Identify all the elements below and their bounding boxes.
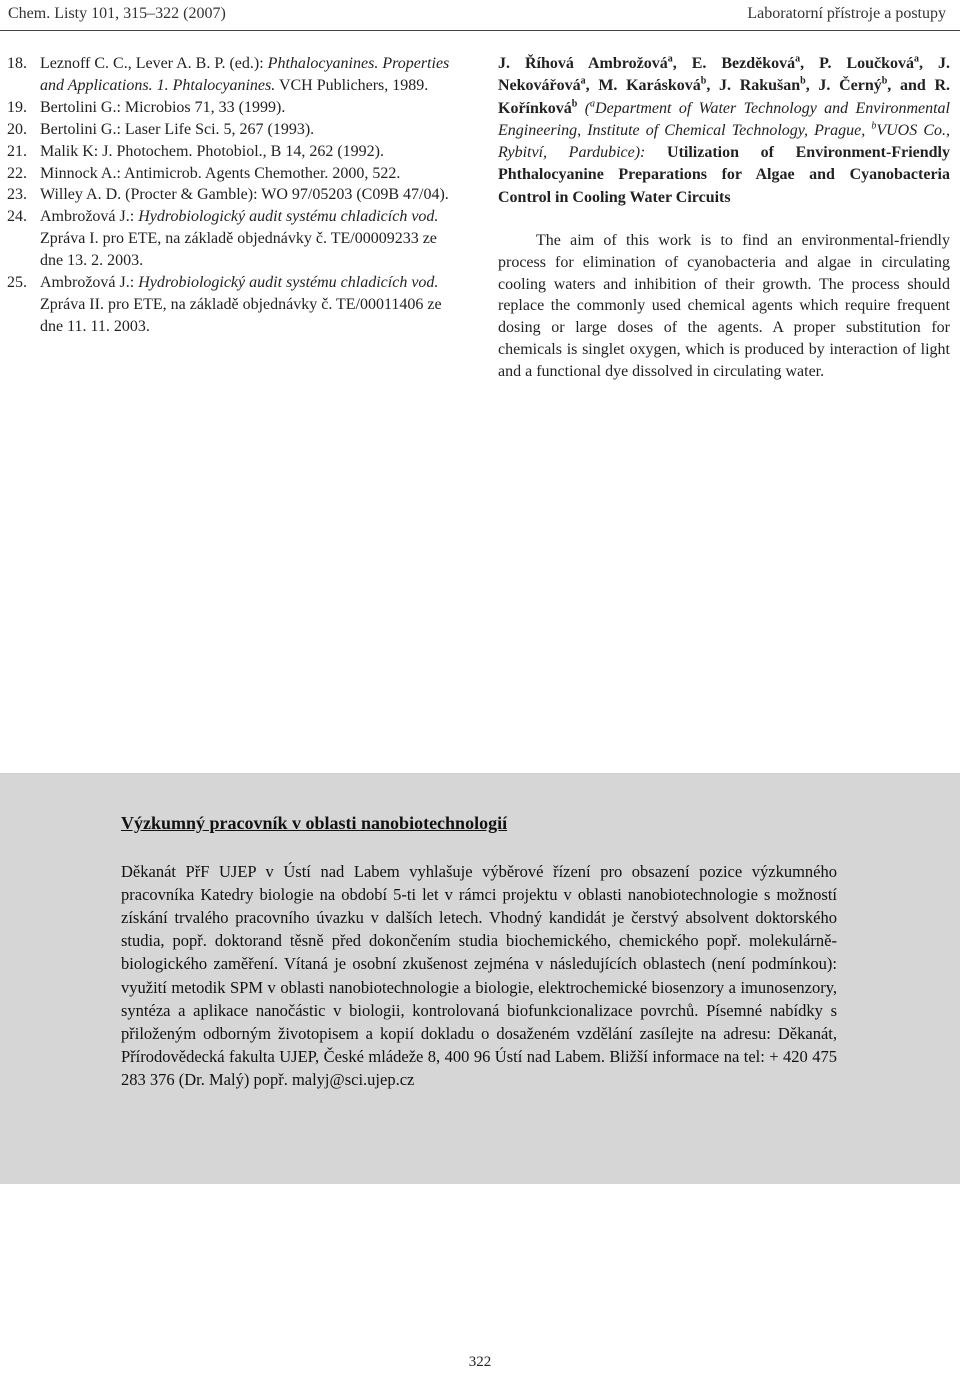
reference-text: Ambrožová J.:	[40, 208, 139, 226]
reference-text: Minnock A.: Antimicrob. Agents Chemother. 2000, 522.	[40, 164, 401, 182]
reference-text: Malik K: J. Photochem. Photobiol., B 14, 262 (1992).	[40, 142, 384, 160]
author-name: P. Loučková$^a$	[819, 53, 920, 72]
reference-text: Bertolini G.: Microbios 71, 33 (1999).	[40, 98, 286, 116]
reference-text: Bertolini G.: Laser Life Sci. 5, 267 (1993).	[40, 120, 315, 138]
announcement-body: Děkanát PřF UJEP v Ústí nad Labem vyhlašuje výběrové řízení pro obsazení pozice výzkumného pracovníka Katedry biologie na období 5-ti let v rámci projektu v oblasti nanobiotechnologie s možností získání trvalého pracovního úvazku v dalších letech. Vhodný kandidát je čerstvý absolvent doktorského studia, popř. doktorand těsně před dokončením studia biochemického, chemického popř. molekulárně-biologického zaměření. Vítaná je osobní zkušenost zejména v následujících oblastech (není podmínkou): využití metodik SPM v oblasti nanobiotechnologie a biologie, elektrochemické biosenzory a imunosenzory, syntéza a aplikace nanočástic v biologii, kontrolovaná biofunkcionalizace povrchů. Písemné nabídky s přiloženým odborným životopisem a kopií dokladu o dosaženém vzdělání zasílejte na adresu: Děkanát, Přírodovědecká fakulta UJEP, České mládeže 8, 400 96 Ústí nad Labem. Bližší informace na tel: + 420 475 283 376 (Dr. Malý) popř. malyj@sci.ujep.cz	[121, 862, 837, 1089]
reference-number: 21.	[7, 142, 27, 160]
reference-text: Zpráva I. pro ETE, na základě objednávky č. TE/00009233 ze dne 13. 2. 2003.	[40, 230, 437, 270]
author-name: J. Rakušan$^b$	[719, 75, 806, 95]
page-number: 322	[468, 1354, 492, 1370]
reference-text: Leznoff C. C., Lever A. B. P. (ed.):	[40, 55, 268, 72]
reference-number: 18.	[7, 55, 27, 72]
reference-title: Phthalocyanines. Properties and Applications. 1. Phtalocyanines.	[40, 55, 450, 94]
reference-item	[7, 53, 462, 97]
affiliations: ($^a$Department of Water Technology and Environmental Engineering, Institute of Chemical Technology, Prague, $^b$VUOS Co., Rybitví, Pardubice):	[498, 98, 951, 162]
reference-number: 19.	[7, 98, 27, 116]
announcement-title: Výzkumný pracovník v oblasti nanobiotechnologií	[121, 813, 508, 833]
running-header	[8, 2, 946, 28]
author-name: M. Karásková$^b$	[598, 75, 707, 95]
reference-text: VCH Publichers, 1989.	[275, 76, 429, 94]
reference-number: 25.	[7, 274, 27, 292]
reference-item	[7, 206, 462, 272]
header-rule	[0, 30, 960, 31]
reference-item	[7, 163, 462, 185]
reference-text: Ambrožová J.:	[40, 274, 139, 292]
reference-title: Hydrobiologický audit systému chladicích vod.	[138, 208, 439, 226]
journal-citation: Chem. Listy 101, 315–322 (2007)	[8, 5, 226, 22]
reference-item	[7, 119, 462, 141]
author-name: J. Černý$^b$	[818, 75, 888, 95]
abstract-body: The aim of this work is to find an environmental-friendly process for elimination of cyanobacteria and algae in circulating cooling waters and inhibition of their growth. The process should replace the commonly used chemical agents which require frequent dosing or large doses of the agents. A proper substitution for chemicals is singlet oxygen, which is produced by interaction of light and a functional dye dissolved in circulating water.	[498, 232, 950, 380]
reference-item	[7, 141, 462, 163]
reference-number: 22.	[7, 164, 27, 182]
author-name: E. Bezděková$^a$	[691, 53, 801, 72]
reference-list	[7, 53, 462, 338]
job-announcement-box	[0, 773, 960, 1184]
reference-title: Hydrobiologický audit systému chladicích vod.	[138, 274, 439, 292]
author-name: J. Nekovářová$^a$	[498, 55, 951, 95]
reference-number: 20.	[7, 120, 27, 138]
abstract-header	[498, 53, 950, 209]
author-list: J. Říhová Ambrožová$^a$, E. Bezděková$^a$, P. Loučková$^a$, J. Nekovářová$^a$, M. Karásková$^b$, J. Rakušan$^b$, J. Černý$^b$, and R. Kořínková$^b$	[498, 53, 951, 117]
abstract	[498, 53, 950, 383]
author-name: R. Kořínková$^b$	[498, 77, 950, 117]
reference-item	[7, 97, 462, 119]
reference-number: 23.	[7, 186, 27, 204]
reference-item	[7, 272, 462, 338]
affiliation-b: VUOS Co., Rybitví, Pardubice):	[498, 121, 950, 162]
affiliation-a: Department of Water Technology and Environmental Engineering, Institute of Chemical Technology, Prague,	[498, 99, 951, 139]
reference-number: 24.	[7, 208, 27, 226]
author-name: J. Říhová Ambrožová$^a$	[498, 53, 673, 72]
reference-item	[7, 184, 462, 206]
reference-text: Willey A. D. (Procter & Gamble): WO 97/05203 (C09B 47/04).	[40, 186, 449, 204]
section-name: Laboratorní přístroje a postupy	[747, 5, 946, 22]
abstract-title: Utilization of Environment-Friendly Phthalocyanine Preparations for Algae and Cyanobacteria Control in Cooling Water Circuits	[498, 144, 950, 206]
reference-text: Zpráva II. pro ETE, na základě objednávky č. TE/00011406 ze dne 11. 11. 2003.	[40, 295, 442, 335]
